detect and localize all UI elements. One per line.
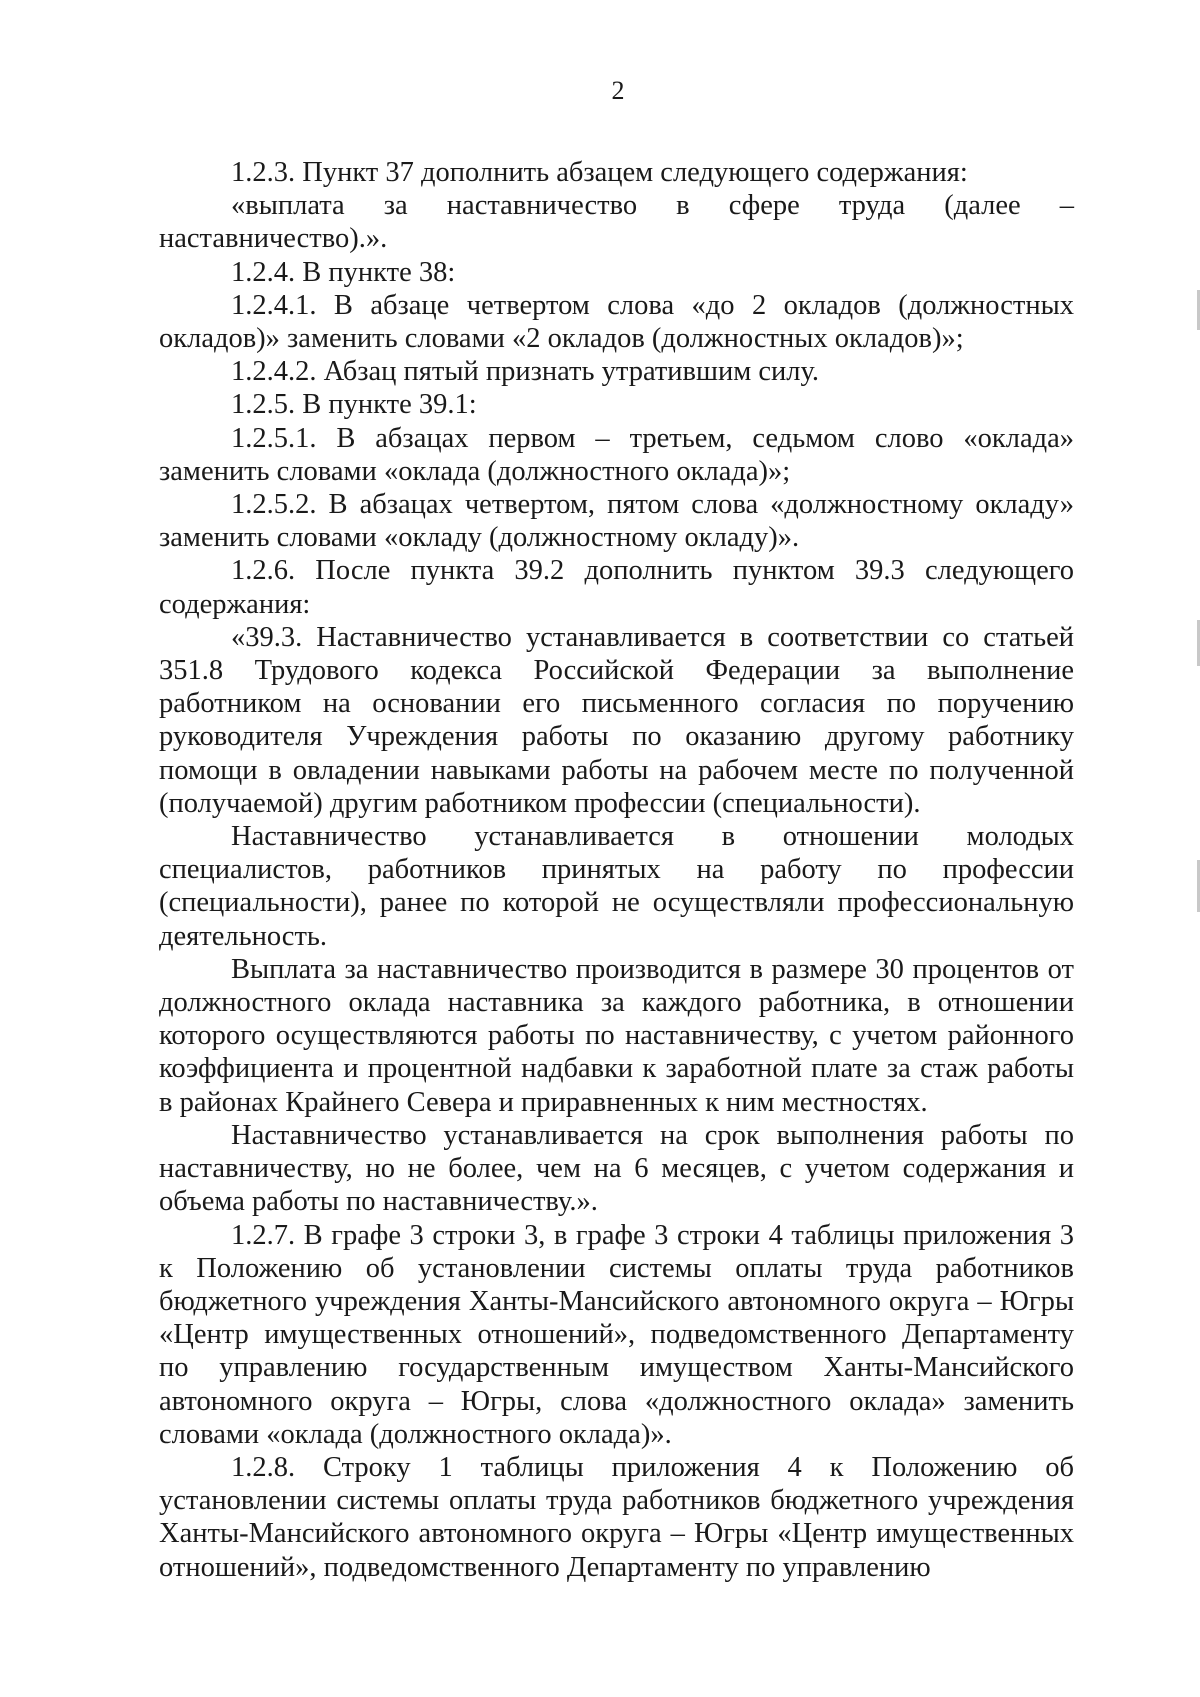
document-body (159, 156, 1074, 1584)
paragraph-1-2-4-1: 1.2.4.1. В абзаце четвертом слова «до 2 окладов (должностных окладов)» заменить словами «2 окладов (должностных окладов)»; (159, 289, 1074, 355)
paragraph-1-2-3: 1.2.3. Пункт 37 дополнить абзацем следующего содержания: (231, 157, 968, 188)
paragraph-1-2-6: 1.2.6. После пункта 39.2 дополнить пунктом 39.3 следующего содержания: (159, 555, 1074, 620)
paragraph-1-2-4: 1.2.4. В пункте 38: (231, 256, 456, 288)
paragraph-mentoring-term: Наставничество устанавливается на срок выполнения работы по наставничеству, но не более, чем на 6 месяцев, с учетом содержания и объема работы по наставничеству.». (159, 1119, 1074, 1218)
page-number: 2 (611, 76, 625, 105)
paragraph-mentoring-scope: Наставничество устанавливается в отношении молодых специалистов, работников принятых на работу по профессии (специальности), ранее по которой не осуществляли профессиональную деятельность. (159, 821, 1074, 952)
paragraph-mentoring-payment-amount: Выплата за наставничество производится в размере 30 процентов от должностного оклада наставника за каждого работника, в отношении которого осуществляются работы по наставничеству, с учетом районного коэффициента и процентной надбавки к заработной плате за стаж работы в районах Крайнего Севера и приравненных к ним местностях. (159, 953, 1074, 1118)
paragraph-1-2-5-1: 1.2.5.1. В абзацах первом – третьем, седьмом слово «оклада» заменить словами «оклада (должностного оклада)»; (159, 422, 1074, 487)
paragraph-1-2-5-2: 1.2.5.2. В абзацах четвертом, пятом слова «должностному окладу» заменить словами «окладу (должностному окладу)». (159, 489, 1074, 554)
paragraph-quote-mentoring-payment: «выплата за наставничество в сфере труда (далее – наставничество).». (159, 190, 1074, 255)
paragraph-39-3: «39.3. Наставничество устанавливается в соответствии со статьей 351.8 Трудового кодекса Российской Федерации за выполнение работником на основании его письменного согласия по поручению руководителя Учреждения работы по оказанию другому работнику помощи в овладении навыками работы на рабочем месте по полученной (получаемой) другим работником профессии (специальности). (159, 621, 1074, 819)
paragraph-1-2-5: 1.2.5. В пункте 39.1: (231, 389, 477, 421)
paragraph-1-2-4-2: 1.2.4.2. Абзац пятый признать утратившим силу. (231, 356, 820, 388)
paragraph-1-2-7: 1.2.7. В графе 3 строки 3, в графе 3 строки 4 таблицы приложения 3 к Положению об установлении системы оплаты труда работников бюджетного учреждения Ханты-Мансийского автономного округа – Югры «Центр имущественных отношений», подведомственного Департаменту по управлению государственным имуществом Ханты-Мансийского автономного округа – Югры, слова «должностного оклада» заменить словами «оклада (должностного оклада)». (159, 1219, 1074, 1450)
paragraph-1-2-8: 1.2.8. Строку 1 таблицы приложения 4 к Положению об установлении системы оплаты труда работников бюджетного учреждения Ханты-Мансийского автономного округа – Югры «Центр имущественных отношений», подведомственного Департаменту по управлению (159, 1451, 1074, 1583)
